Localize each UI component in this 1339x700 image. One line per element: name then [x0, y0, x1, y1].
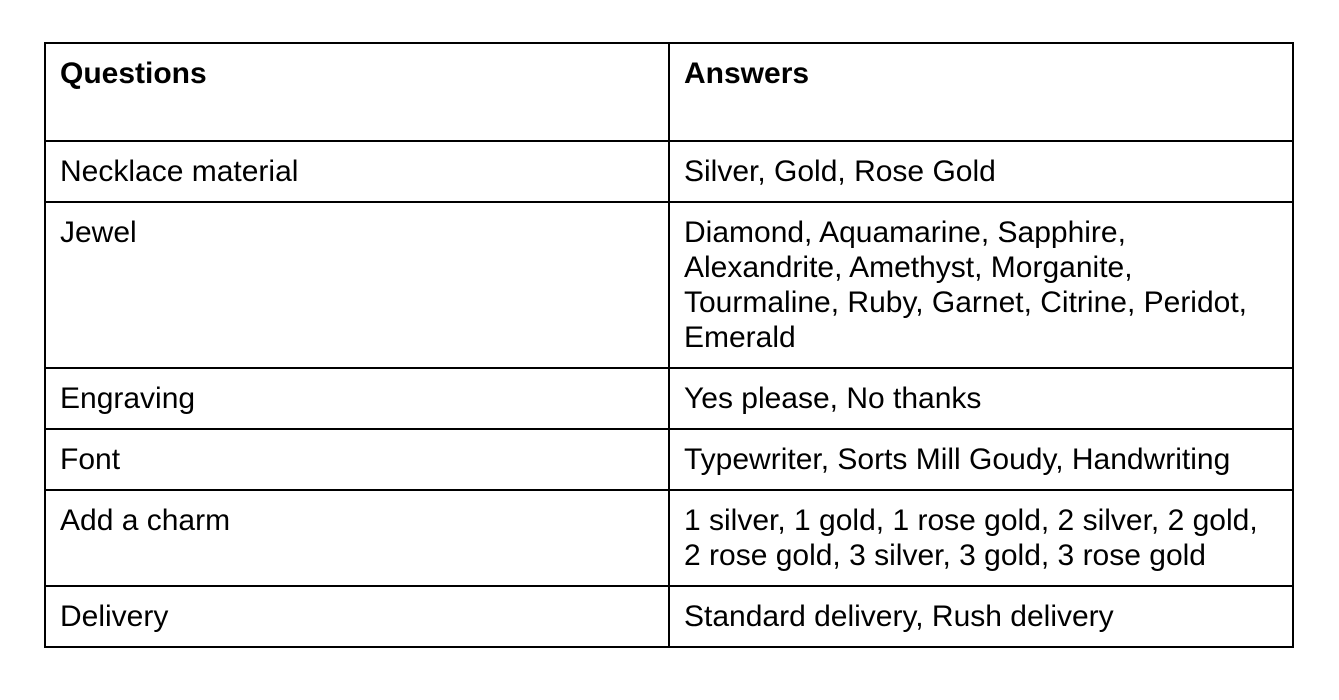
- answer-cell: Silver, Gold, Rose Gold: [669, 141, 1293, 202]
- table-row: [45, 490, 1293, 586]
- question-cell: Engraving: [45, 368, 669, 429]
- table-row: [45, 429, 1293, 490]
- answer-cell: Diamond, Aquamarine, Sapphire, Alexandrite, Amethyst, Morganite, Tourmaline, Ruby, Garnet, Citrine, Peridot, Emerald: [669, 202, 1293, 368]
- questions-answers-table: [44, 42, 1294, 648]
- answer-cell: Standard delivery, Rush delivery: [669, 586, 1293, 647]
- questions-column-header: Questions: [45, 43, 669, 141]
- question-cell: Add a charm: [45, 490, 669, 586]
- table-row: [45, 141, 1293, 202]
- answer-cell: Typewriter, Sorts Mill Goudy, Handwriting: [669, 429, 1293, 490]
- question-cell: Delivery: [45, 586, 669, 647]
- answer-cell: Yes please, No thanks: [669, 368, 1293, 429]
- table-row: [45, 368, 1293, 429]
- table-row: [45, 202, 1293, 368]
- question-cell: Jewel: [45, 202, 669, 368]
- question-cell: Font: [45, 429, 669, 490]
- table-row: [45, 586, 1293, 647]
- answer-cell: 1 silver, 1 gold, 1 rose gold, 2 silver, 2 gold, 2 rose gold, 3 silver, 3 gold, 3 rose gold: [669, 490, 1293, 586]
- question-cell: Necklace material: [45, 141, 669, 202]
- answers-column-header: Answers: [669, 43, 1293, 141]
- header-row: [45, 43, 1293, 141]
